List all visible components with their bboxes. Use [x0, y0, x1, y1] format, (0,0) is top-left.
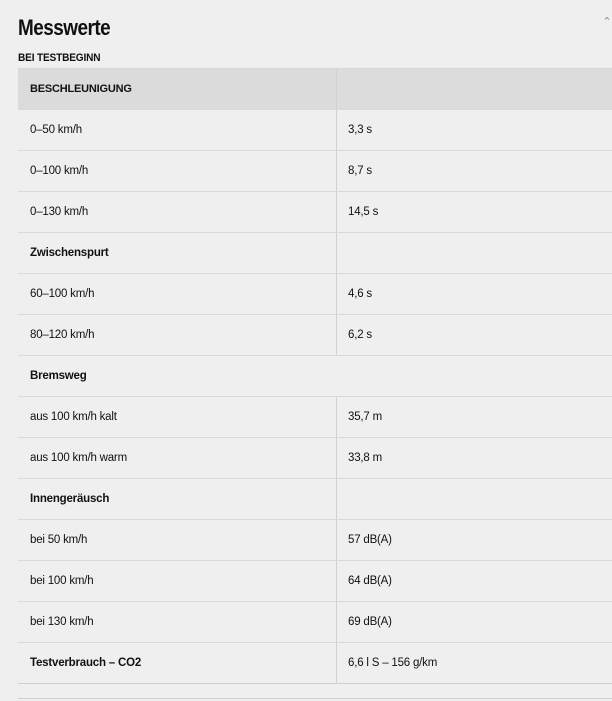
row-label: bei 130 km/h — [30, 616, 94, 628]
table-row — [18, 315, 612, 356]
row-value: 4,6 s — [336, 274, 612, 314]
table-row — [18, 438, 612, 479]
consumption-label: Testverbrauch – CO2 — [30, 657, 142, 669]
table-row — [18, 397, 612, 438]
row-label: 80–120 km/h — [30, 329, 95, 341]
row-value: 69 dB(A) — [336, 602, 612, 642]
table-section-row — [18, 479, 612, 520]
row-value: 64 dB(A) — [336, 561, 612, 601]
table-section-row — [18, 233, 612, 274]
section-label: Innengeräusch — [30, 493, 110, 505]
table-row — [18, 110, 612, 151]
section-value — [336, 233, 612, 273]
row-value: 14,5 s — [336, 192, 612, 232]
table-header-value — [336, 69, 612, 109]
measurements-table — [18, 68, 612, 684]
table-row — [18, 151, 612, 192]
table-consumption-row — [18, 643, 612, 684]
row-value: 33,8 m — [336, 438, 612, 478]
row-value: 57 dB(A) — [336, 520, 612, 560]
row-label: aus 100 km/h warm — [30, 452, 127, 464]
row-label: 60–100 km/h — [30, 288, 95, 300]
row-label: 0–100 km/h — [30, 165, 89, 177]
row-label: 0–130 km/h — [30, 206, 89, 218]
table-row — [18, 520, 612, 561]
collapse-icon[interactable]: ⌃ — [602, 16, 612, 28]
table-row — [18, 561, 612, 602]
table-header-row — [18, 69, 612, 110]
row-value: 3,3 s — [336, 110, 612, 150]
table-row — [18, 274, 612, 315]
row-label: 0–50 km/h — [30, 124, 82, 136]
page-title: Messwerte — [18, 15, 111, 40]
section-label: Bremsweg — [30, 370, 87, 382]
row-label: bei 100 km/h — [30, 575, 94, 587]
table-row — [18, 192, 612, 233]
row-label: bei 50 km/h — [30, 534, 88, 546]
row-value: 35,7 m — [336, 397, 612, 437]
row-label: aus 100 km/h kalt — [30, 411, 117, 423]
section-value — [336, 479, 612, 519]
row-value: 8,7 s — [336, 151, 612, 191]
table-row — [18, 602, 612, 643]
page-subtitle: BEI TESTBEGINN — [18, 52, 101, 64]
section-value — [336, 356, 612, 396]
table-header-label: BESCHLEUNIGUNG — [30, 83, 132, 95]
table-section-row — [18, 356, 612, 397]
section-label: Zwischenspurt — [30, 247, 109, 259]
row-value: 6,2 s — [336, 315, 612, 355]
consumption-value: 6,6 l S – 156 g/km — [336, 643, 612, 683]
table-bottom-border — [18, 698, 612, 699]
